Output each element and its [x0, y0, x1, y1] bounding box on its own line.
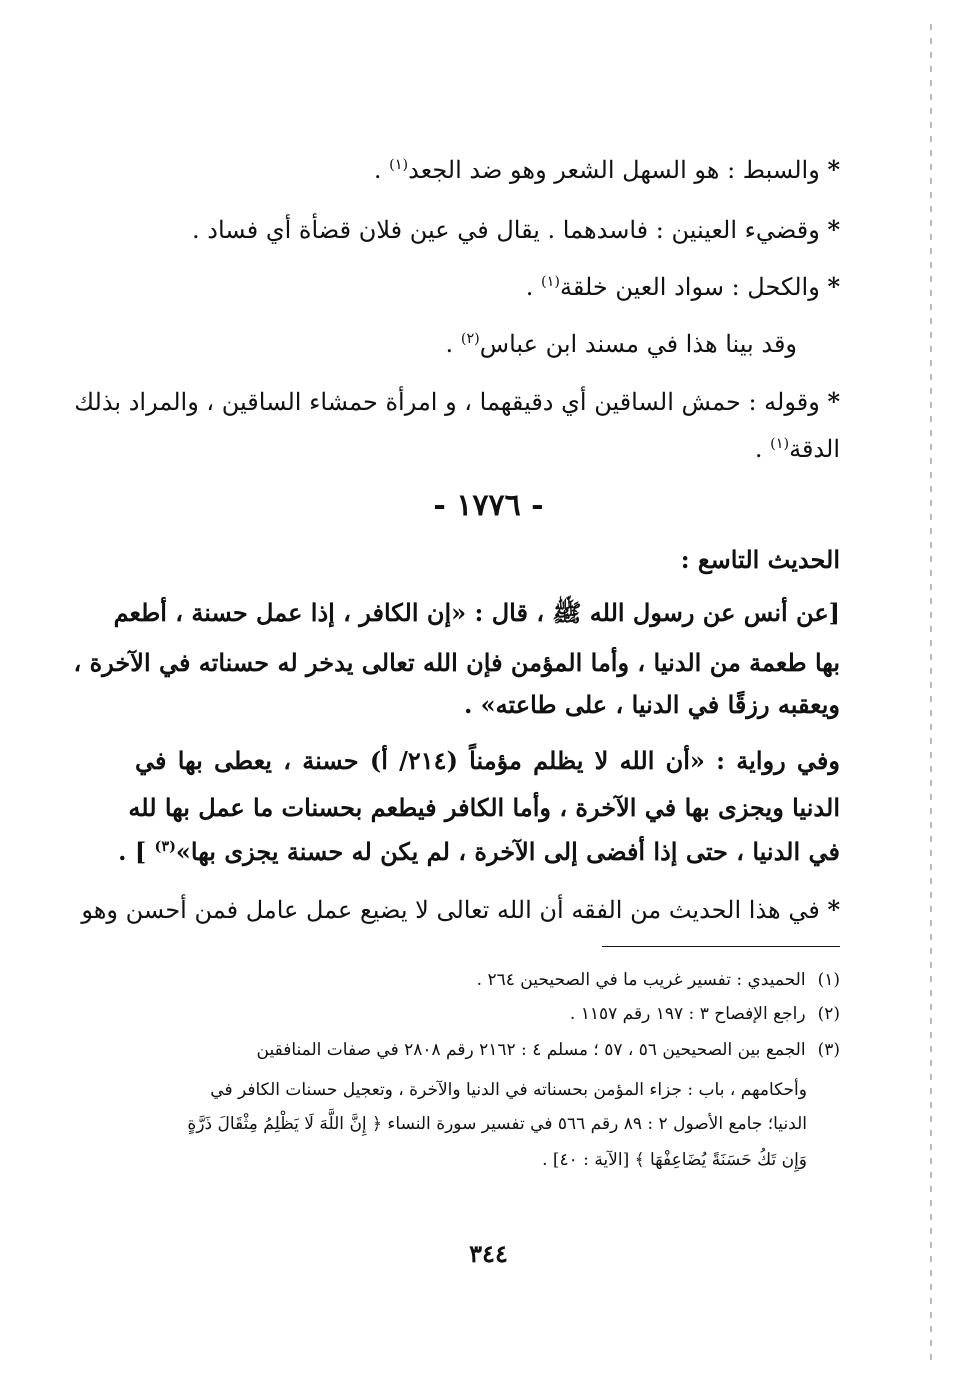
gloss-kahal: * والكحل : سواد العين خلقة$^{(١)}$ . [525, 272, 840, 301]
gloss-qadi: * وقضيء العينين : فاسدهما . يقال في عين فلان قضأة أي فساد . [192, 215, 840, 244]
hadith-line-2: بها طعمة من الدنيا ، وأما المؤمن فإن الله تعالى يدخر له حسناته في الآخرة ، [73, 648, 840, 677]
footnote-1: (١)الحميدي : تفسير غريب ما في الصحيحين ٢٦٤ . [476, 970, 840, 990]
hadith-label: الحديث التاسع : [680, 545, 840, 574]
footnote-2: (٢)راجع الإفصاح ٣ : ١٩٧ رقم ١١٥٧ . [569, 1004, 840, 1024]
footnote-3-cont-3: وَإِن تَكُ حَسَنَةً يُضَاعِفْهَا ﴾ [الآية : ٤٠] . [542, 1150, 807, 1170]
riwaya-line-3: في الدنيا ، حتى إذا أفضى إلى الآخرة ، لم يكن له حسنة يجزى بها»$^{(٣)}$ ] . [118, 837, 840, 866]
gloss-hamsh: * وقوله : حمش الساقين أي دقيقهما ، و امرأة حمشاء الساقين ، والمراد بذلك [74, 387, 840, 416]
gloss-sabt: * والسبط : هو السهل الشعر وهو ضد الجعد$^{(١)}$ . [373, 155, 840, 184]
fiqh-line: * في هذا الحديث من الفقه أن الله تعالى لا يضيع عمل عامل فمن أحسن وهو [81, 895, 840, 924]
page-number: ٣٤٤ [469, 1239, 508, 1268]
gloss-diqqa: الدقة$^{(١)}$ . [754, 435, 840, 463]
gloss-musnad: وقد بينا هذا في مسند ابن عباس$^{(٢)}$ . [445, 330, 797, 358]
margin-dots [930, 20, 932, 1360]
hadith-number: - ١٧٧٦ - [433, 488, 544, 523]
hadith-line-1: [عن أنس عن رسول الله ﷺ ، قال : «إن الكافر ، إذا عمل حسنة ، أطعم [113, 598, 840, 627]
footnote-3: (٣)الجمع بين الصحيحين ٥٦ ، ٥٧ ؛ مسلم ٤ : ٢١٦٢ رقم ٢٨٠٨ في صفات المنافقين [256, 1040, 840, 1060]
riwaya-line-2: الدنيا ويجزى بها في الآخرة ، وأما الكافر فيطعم بحسنات ما عمل بها لله [128, 793, 840, 822]
footnote-divider [602, 946, 840, 947]
hadith-line-3: ويعقبه رزقًا في الدنيا ، على طاعته» . [463, 690, 840, 719]
footnote-3-cont-1: وأحكامهم ، باب : جزاء المؤمن بحسناته في الدنيا والآخرة ، وتعجيل حسنات الكافر في [210, 1080, 807, 1100]
riwaya-line-1: وفي رواية : «أن الله لا يظلم مؤمناً (٢١٤/ أ) حسنة ، يعطى بها في [135, 746, 840, 775]
footnote-3-cont-2: الدنيا؛ جامع الأصول ٢ : ٨٩ رقم ٥٦٦ في تفسير سورة النساء ﴿ إِنَّ اللَّهَ لَا يَظْلِمُ مِثْقَالَ ذَرَّةٍ [187, 1114, 807, 1134]
